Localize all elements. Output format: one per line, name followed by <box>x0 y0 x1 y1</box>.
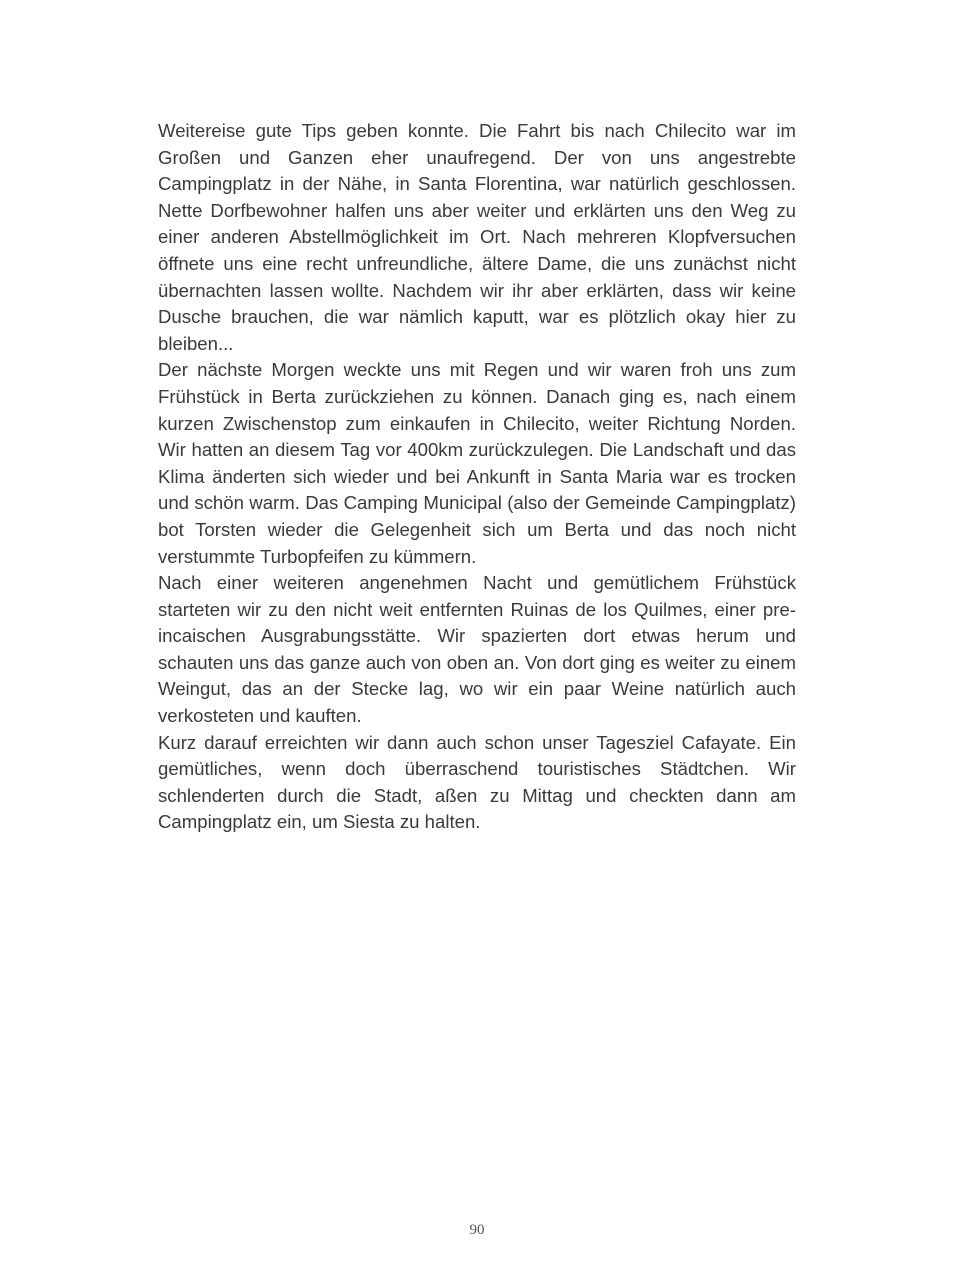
paragraph: Der nächste Morgen weckte uns mit Regen und wir waren froh uns zum Frühstück in Berta zurückziehen zu können. Danach ging es, nach einem kurzen Zwischenstop zum einkaufen in Chilecito, weiter Richtung Norden. Wir hatten an diesem Tag vor 400km zurückzulegen. Die Landschaft und das Klima änderten sich wieder und bei Ankunft in Santa Maria war es trocken und schön warm. Das Camping Municipal (also der Gemeinde Campingplatz) bot Torsten wieder die Gelegenheit sich um Berta und das noch nicht verstummte Turbopfeifen zu kümmern. <box>158 359 796 567</box>
body-text <box>158 118 796 836</box>
paragraph: Weitereise gute Tips geben konnte. Die Fahrt bis nach Chilecito war im Großen und Ganzen eher unaufregend. Der von uns angestrebte Campingplatz in der Nähe, in Santa Florentina, war natürlich geschlossen. Nette Dorfbewohner halfen uns aber weiter und erklärten uns den Weg zu einer anderen Abstellmöglichkeit im Ort. Nach mehreren Klopfversuchen öffnete uns eine recht unfreundliche, ältere Dame, die uns zunächst nicht übernachten lassen wollte. Nachdem wir ihr aber erklärten, dass wir keine Dusche brauchen, die war nämlich kaputt, war es plötzlich okay hier zu bleiben... <box>158 120 796 354</box>
paragraph: Kurz darauf erreichten wir dann auch schon unser Tagesziel Cafayate. Ein gemütliches, wenn doch überraschend touristisches Städtchen. Wir schlenderten durch die Stadt, aßen zu Mittag und checkten dann am Campingplatz ein, um Siesta zu halten. <box>158 731 796 833</box>
paragraph: Nach einer weiteren angenehmen Nacht und gemütlichem Frühstück starteten wir zu den nicht weit entfernten Ruinas de los Quilmes, einer pre-incaischen Ausgrabungsstätte. Wir spazierten dort etwas herum und schauten uns das ganze auch von oben an. Von dort ging es weiter zu einem Weingut, das an der Stecke lag, wo wir ein paar Weine natürlich auch verkosteten und kauften. <box>158 572 796 727</box>
page-number: 90 <box>469 1222 485 1238</box>
